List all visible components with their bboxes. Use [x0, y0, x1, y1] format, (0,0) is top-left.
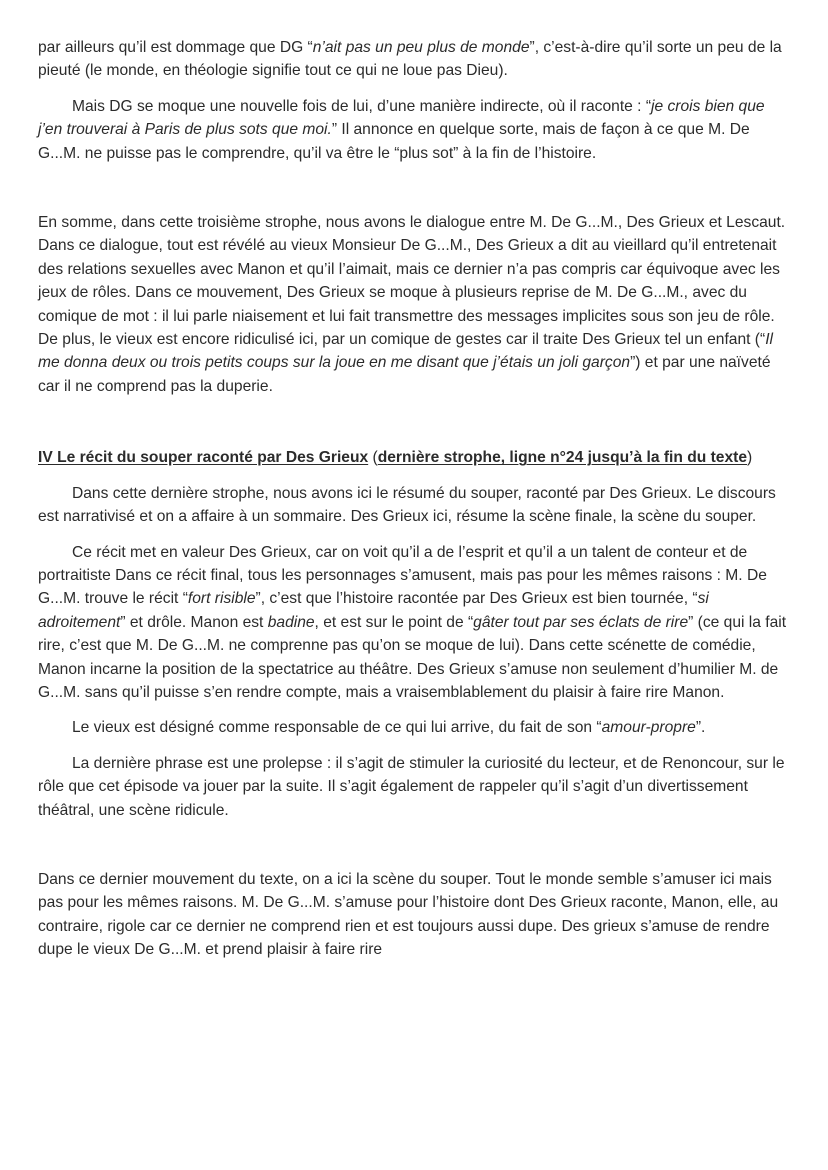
text: ” Il annonce en quelque sorte, mais de façon à ce que M. De G...M. ne puisse pas le comprendre, qu’il va être le “plus sot” à la fin de l’histoire. — [38, 121, 750, 162]
paragraph-prolepse: La dernière phrase est une prolepse : il s’agit de stimuler la curiosité du lecteur, et de Renoncour, sur le rôle que cet épisode va jouer par la suite. Il s’agit également de rappeler qu’il s’agit d’un divertissement théâtral, une scène ridicule. — [38, 754, 785, 819]
text: Ce récit met en valeur Des Grieux, car on voit qu’il a de l’esprit et qu’il a un talent de conteur et de portraitiste Dans ce récit final, tous les personnages s’amusent, mais pas pour les mêmes raisons : M. De G...M. trouve le récit “ — [38, 543, 767, 608]
paragraph-recit-valeur — [38, 541, 790, 705]
text: , et est sur le point de “ — [314, 613, 474, 631]
text: par ailleurs qu’il est dommage que DG “ — [38, 39, 313, 56]
text: Mais DG se moque une nouvelle fois de lui, d’une manière indirecte, où il raconte : “ — [72, 97, 652, 115]
text: ” et drôle. Manon est — [120, 613, 268, 631]
quote: n’ait pas un peu plus de monde — [312, 39, 530, 56]
text: ”, c’est que l’histoire racontée par Des Grieux est bien tournée, “ — [255, 590, 698, 608]
heading-paren: ( — [368, 449, 378, 467]
paragraph-plus-sot — [38, 95, 790, 165]
heading-subtitle: dernière strophe, ligne n°24 jusqu’à la fin du texte — [377, 449, 748, 467]
paragraph-pieuté — [38, 36, 790, 83]
heading-title: IV Le récit du souper raconté par Des Grieux — [38, 449, 369, 467]
paragraph-conclusion-souper: Dans ce dernier mouvement du texte, on a ici la scène du souper. Tout le monde semble s’amuser ici mais pas pour les mêmes raisons. M. De G...M. s’amuse pour l’histoire dont Des Grieux raconte, Manon, elle, au contraire, rigole car ce dernier ne comprend rien et est toujours aussi dupe. Des grieux s’amuse de rendre dupe le vieux De G...M. et prend plaisir à faire rire — [38, 870, 779, 959]
quote: fort risible — [187, 590, 256, 608]
paragraph-conclusion-strophe-3 — [38, 211, 790, 398]
quote: badine — [267, 613, 315, 631]
heading-paren: ) — [747, 449, 753, 467]
text: ”, c’est-à-dire qu’il sorte un peu de la pieuté (le monde, en théologie signifie tout ce qui ne loue pas Dieu). — [38, 39, 782, 80]
text: ”) et par une naïveté car il ne comprend pas la duperie. — [38, 354, 771, 395]
text: En somme, dans cette troisième strophe, nous avons le dialogue entre M. De G...M., Des Grieux et Lescaut. Dans ce dialogue, tout est révélé au vieux Monsieur De G...M., Des Grieux a dit au vieillard qu’il entretenait des relations sexuelles avec Manon et qu’il l’aimait, mais ce dernier n’a pas compris car équivoque avec les jeux de rôles. Dans ce mouvement, Des Grieux se moque à plusieurs reprise de M. De G...M., avec du comique de mot : il lui parle niaisement et lui fait transmettre des messages implicites sous son jeu de rôle. De plus, le vieux est encore ridiculisé ici, par un comique de gestes car il traite Des Grieux tel un enfant (“ — [38, 214, 786, 349]
quote: Il me donna deux ou trois petits coups sur la joue en me disant que j’étais un joli garçon — [38, 331, 773, 372]
paragraph-amour-propre — [38, 716, 790, 739]
paragraph-resume-souper: Dans cette dernière strophe, nous avons ici le résumé du souper, raconté par Des Grieux. Le discours est narrativisé et on a affaire à un sommaire. Des Grieux ici, résume la scène finale, la scène du souper. — [38, 484, 776, 526]
quote: gâter tout par ses éclats de rire — [473, 613, 689, 631]
text: ” (ce qui la fait rire, c’est que M. De G...M. ne comprenne pas qu’on se moque de lui). Dans cette scénette de comédie, Manon incarne la position de la spectatrice au théâtre. Des Grieux s’amuse non seulement d’humilier M. de G...M. sans qu’il puisse s’en rendre compte, mais a vraisemblablement du plaisir à faire rire Manon. — [38, 613, 787, 701]
text: Le vieux est désigné comme responsable de ce qui lui arrive, du fait de son “ — [72, 719, 602, 737]
text: ”. — [695, 719, 706, 737]
document-page — [38, 36, 790, 962]
section-heading — [38, 446, 790, 469]
quote: amour-propre — [601, 719, 696, 737]
quote: je crois bien que j’en trouverai à Paris de plus sots que moi. — [38, 97, 765, 139]
quote: si adroitement — [38, 590, 709, 631]
